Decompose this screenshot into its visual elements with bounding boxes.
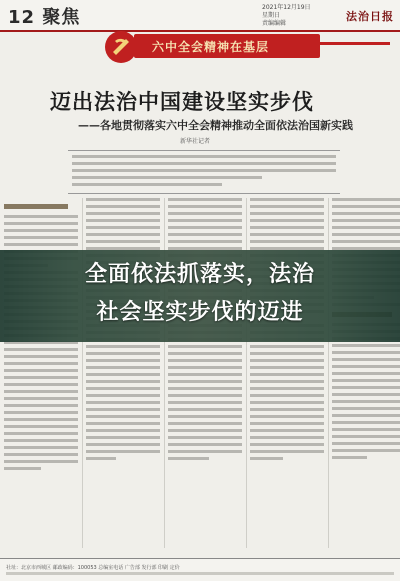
overlay-line-1: 全面依法抓落实，法治 bbox=[84, 262, 315, 287]
text-line bbox=[72, 155, 336, 158]
page-number: 12 bbox=[8, 7, 36, 28]
text-line bbox=[72, 162, 336, 165]
text-line bbox=[250, 436, 324, 439]
text-line bbox=[4, 446, 78, 449]
text-line bbox=[4, 369, 78, 372]
text-line bbox=[332, 240, 400, 243]
text-line bbox=[168, 394, 242, 397]
text-line bbox=[168, 205, 242, 208]
text-line bbox=[86, 450, 160, 453]
text-line bbox=[4, 229, 78, 232]
text-line bbox=[332, 365, 400, 368]
article-subheadline: ——各地贯彻落实六中全会精神推动全面依法治国新实践 bbox=[78, 119, 353, 132]
text-line bbox=[4, 418, 78, 421]
overlay-caption bbox=[0, 256, 400, 332]
text-line bbox=[4, 243, 78, 246]
text-line bbox=[332, 435, 400, 438]
text-line bbox=[250, 219, 324, 222]
text-line bbox=[332, 442, 400, 445]
footer-info: 社址：北京市西城区 邮政编码：100053 总编室电话 广告部 发行部 印刷 定价 bbox=[6, 565, 180, 571]
banner-ribbon bbox=[320, 42, 390, 45]
text-line bbox=[250, 212, 324, 215]
text-line bbox=[332, 428, 400, 431]
text-line bbox=[4, 404, 78, 407]
text-line bbox=[250, 415, 324, 418]
overlay-line-2: 社会坚实步伐的迈进 bbox=[96, 300, 304, 325]
article-byline: 新华社记者 bbox=[180, 138, 211, 145]
text-line bbox=[4, 362, 78, 365]
text-line bbox=[168, 359, 242, 362]
text-line bbox=[86, 415, 160, 418]
text-line bbox=[168, 240, 242, 243]
text-line bbox=[86, 366, 160, 369]
text-line bbox=[250, 359, 324, 362]
text-line bbox=[168, 366, 242, 369]
text-line bbox=[86, 422, 160, 425]
text-line bbox=[332, 379, 400, 382]
text-line bbox=[168, 212, 242, 215]
text-line bbox=[86, 226, 160, 229]
text-line bbox=[332, 407, 400, 410]
text-line bbox=[86, 359, 160, 362]
text-line bbox=[332, 226, 400, 229]
text-line bbox=[4, 397, 78, 400]
text-line bbox=[332, 198, 400, 201]
text-line bbox=[4, 215, 78, 218]
text-line bbox=[250, 394, 324, 397]
text-line bbox=[168, 436, 242, 439]
text-line bbox=[168, 233, 242, 236]
text-line bbox=[250, 457, 283, 460]
text-line bbox=[86, 429, 160, 432]
text-line bbox=[250, 240, 324, 243]
text-line bbox=[86, 443, 160, 446]
text-line bbox=[332, 344, 400, 347]
text-line bbox=[250, 443, 324, 446]
text-line bbox=[86, 394, 160, 397]
page-footer bbox=[0, 558, 400, 581]
article-headline: 迈出法治中国建设坚实步伐 bbox=[50, 89, 314, 114]
text-line bbox=[86, 387, 160, 390]
text-line bbox=[168, 380, 242, 383]
text-line bbox=[168, 450, 242, 453]
weekday-line: 星期日 bbox=[262, 12, 281, 19]
banner-title: 六中全会精神在基层 bbox=[152, 40, 270, 54]
text-line bbox=[250, 205, 324, 208]
text-line bbox=[168, 415, 242, 418]
text-line bbox=[168, 422, 242, 425]
text-line bbox=[4, 453, 78, 456]
text-line bbox=[86, 212, 160, 215]
text-line bbox=[4, 376, 78, 379]
text-line bbox=[4, 467, 41, 470]
text-line bbox=[250, 226, 324, 229]
text-line bbox=[332, 449, 400, 452]
text-line bbox=[332, 372, 400, 375]
text-line bbox=[86, 457, 116, 460]
text-line bbox=[4, 348, 78, 351]
text-line bbox=[72, 169, 336, 172]
text-line bbox=[250, 198, 324, 201]
text-line bbox=[332, 414, 400, 417]
text-line bbox=[168, 401, 242, 404]
text-line bbox=[4, 383, 78, 386]
article-lead-box bbox=[68, 150, 340, 194]
text-line bbox=[86, 233, 160, 236]
text-line bbox=[86, 380, 160, 383]
date-info bbox=[262, 4, 332, 28]
text-line bbox=[72, 183, 222, 186]
page-number-section bbox=[8, 3, 80, 29]
text-line bbox=[72, 176, 262, 179]
text-line bbox=[250, 233, 324, 236]
text-line bbox=[332, 386, 400, 389]
text-line bbox=[168, 373, 242, 376]
text-line bbox=[4, 411, 78, 414]
text-line bbox=[86, 401, 160, 404]
text-line bbox=[332, 456, 367, 459]
text-line bbox=[250, 373, 324, 376]
text-line bbox=[4, 432, 78, 435]
newspaper-name: 法治日报 bbox=[346, 10, 394, 23]
text-line bbox=[332, 205, 400, 208]
text-line bbox=[168, 457, 209, 460]
editor-line: 责编编辑 bbox=[262, 20, 287, 27]
text-line bbox=[168, 443, 242, 446]
text-line bbox=[4, 439, 78, 442]
text-line bbox=[86, 373, 160, 376]
text-line bbox=[250, 408, 324, 411]
text-line bbox=[250, 401, 324, 404]
text-line bbox=[250, 352, 324, 355]
text-line bbox=[250, 380, 324, 383]
text-line bbox=[168, 429, 242, 432]
text-line bbox=[250, 450, 324, 453]
date-line: 2021年12月19日 bbox=[262, 4, 311, 11]
text-line bbox=[86, 198, 160, 201]
section-heading-mark bbox=[4, 204, 68, 209]
text-line bbox=[168, 198, 242, 201]
text-line bbox=[250, 429, 324, 432]
text-line bbox=[4, 355, 78, 358]
text-line bbox=[4, 425, 78, 428]
text-line bbox=[168, 352, 242, 355]
text-line bbox=[4, 460, 78, 463]
text-line bbox=[250, 422, 324, 425]
text-line bbox=[86, 219, 160, 222]
party-emblem-icon bbox=[104, 30, 138, 64]
text-line bbox=[332, 358, 400, 361]
text-line bbox=[168, 226, 242, 229]
text-line bbox=[168, 345, 242, 348]
text-line bbox=[250, 387, 324, 390]
text-line bbox=[4, 390, 78, 393]
text-line bbox=[168, 387, 242, 390]
text-line bbox=[332, 400, 400, 403]
text-line bbox=[86, 240, 160, 243]
text-line bbox=[332, 421, 400, 424]
text-line bbox=[250, 366, 324, 369]
text-line bbox=[86, 436, 160, 439]
text-line bbox=[250, 345, 324, 348]
text-line bbox=[168, 408, 242, 411]
footer-fine-print bbox=[6, 572, 394, 575]
text-line bbox=[86, 205, 160, 208]
text-line bbox=[332, 351, 400, 354]
text-line bbox=[86, 345, 160, 348]
text-line bbox=[86, 408, 160, 411]
text-line bbox=[332, 219, 400, 222]
text-line bbox=[332, 212, 400, 215]
text-line bbox=[4, 222, 78, 225]
text-line bbox=[332, 393, 400, 396]
text-line bbox=[332, 233, 400, 236]
text-line bbox=[86, 352, 160, 355]
text-line bbox=[4, 236, 78, 239]
page-header bbox=[0, 0, 400, 32]
section-title: 聚焦 bbox=[42, 7, 81, 28]
text-line bbox=[168, 219, 242, 222]
